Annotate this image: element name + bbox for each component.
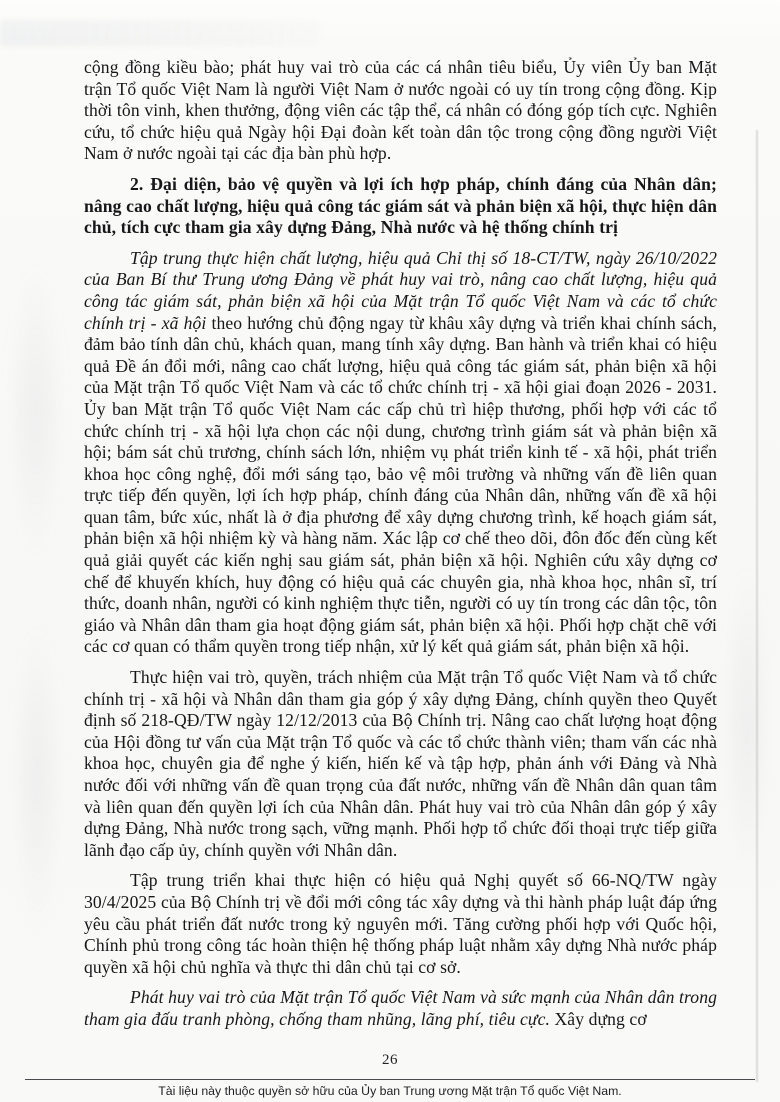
section-heading-text: 2. Đại diện, bảo vệ quyền và lợi ích hợp pháp, chính đáng của Nhân dân; nâng cao chất lượng, hiệu quả công tác giám sát và phản biện xã hội, thực hiện dân chủ, tích cực tham gia xây dựng Đảng, Nhà nước và hệ thống chính trị [84, 173, 717, 238]
paragraph-resolution-66 [84, 870, 717, 978]
paragraph-anti-corruption [84, 987, 717, 1030]
footer-divider [25, 1079, 755, 1080]
document-body [84, 57, 717, 1040]
paragraph-text: Thực hiện vai trò, quyền, trách nhiệm của Mặt trận Tổ quốc Việt Nam và tổ chức chính trị - xã hội và Nhân dân tham gia góp ý xây dựng Đảng, chính quyền theo Quyết định số 218-QĐ/TW ngày 12/12/2013 của Bộ Chính trị. Nâng cao chất lượng hoạt động của Hội đồng tư vấn của Mặt trận Tổ quốc và các tổ chức thành viên; tham vấn các nhà khoa học, chuyên gia để nghe ý kiến, hiến kế và tập hợp, phản ánh với Đảng và Nhà nước đối với những vấn đề quan trọng của đất nước, những vấn đề Nhân dân quan tâm và liên quan đến quyền lợi ích của Nhân dân. Phát huy vai trò của Nhân dân góp ý xây dựng Đảng, Nhà nước trong sạch, vững mạnh. Phối hợp tổ chức đối thoại trực tiếp giữa lãnh đạo cấp ủy, chính quyền với Nhân dân. [84, 667, 717, 860]
scan-artifact-top [0, 20, 320, 46]
paragraph-text-italic: Phát huy vai trò của Mặt trận Tổ quốc Việt Nam và sức mạnh của Nhân dân trong tham gia đấu tranh phòng, chống tham nhũng, lãng phí, tiêu cực. [84, 987, 717, 1029]
page-number: 26 [382, 1052, 398, 1068]
paragraph-decision-218 [84, 667, 717, 861]
paragraph-text: Xây dựng cơ [549, 1008, 647, 1029]
paragraph-text: cộng đồng kiều bào; phát huy vai trò của các cá nhân tiêu biểu, Ủy viên Ủy ban Mặt trận Tổ quốc Việt Nam là người Việt Nam ở nước ngoài có uy tín trong cộng đồng. Kịp thời tôn vinh, khen thưởng, động viên các tập thể, cá nhân có đóng góp tích cực. Nghiên cứu, tổ chức hiệu quả Ngày hội Đại đoàn kết toàn dân tộc trong cộng đồng người Việt Nam ở nước ngoài tại các địa bàn phù hợp. [84, 57, 717, 164]
bleed-through-artifact [10, 620, 65, 940]
paragraph-text: Tập trung triển khai thực hiện có hiệu quả Nghị quyết số 66-NQ/TW ngày 30/4/2025 của Bộ Chính trị về đổi mới công tác xây dựng và thi hành pháp luật đáp ứng yêu cầu phát triển đất nước trong kỷ nguyên mới. Tăng cường phối hợp với Quốc hội, Chính phủ trong công tác hoàn thiện hệ thống pháp luật nhằm xây dựng Nhà nước pháp quyền xã hội chủ nghĩa và thực thi dân chủ tại cơ sở. [84, 870, 717, 977]
paragraph-text-italic: Tập trung thực hiện chất lượng, hiệu quả Chỉ thị số 18-CT/TW, ngày 26/10/2022 của Ban Bí thư Trung ương Đảng về phát huy vai trò, nâng cao chất lượng, hiệu quả công tác giám sát, phản biện xã hội của Mặt trận Tổ quốc Việt Nam và các tổ chức chính trị - xã hội [84, 247, 717, 333]
paragraph-text: theo hướng chủ động ngay từ khâu xây dựng và triển khai chính sách, đảm bảo tính dân chủ, khách quan, mang tính xây dựng. Ban hành và triển khai có hiệu quả Đề án đổi mới, nâng cao chất lượng, hiệu quả công tác giám sát, phản biện xã hội của Mặt trận Tổ quốc Việt Nam và các tổ chức chính trị - xã hội giai đoạn 2026 - 2031. Ủy ban Mặt trận Tổ quốc Việt Nam các cấp chủ trì hiệp thương, phối hợp với các tổ chức chính trị - xã hội lựa chọn các nội dung, chương trình giám sát và phản biện xã hội; bám sát chủ trương, chính sách lớn, nhiệm vụ phát triển kinh tế - xã hội, phát triển khoa học công nghệ, đổi mới sáng tạo, bảo vệ môi trường và những vấn đề liên quan trực tiếp đến quyền, lợi ích hợp pháp, chính đáng của Nhân dân, những vấn đề xã hội quan tâm, bức xúc, nhất là ở địa phương để xây dựng chương trình, kế hoạch giám sát, phản biện xã hội nhiệm kỳ và hàng năm. Xác lập cơ chế theo dõi, đôn đốc đến cùng kết quả giải quyết các kiến nghị sau giám sát, phản biện xã hội. Nghiên cứu xây dựng cơ chế để khuyến khích, huy động có hiệu quả các chuyên gia, nhà khoa học, nhân sĩ, trí thức, doanh nhân, người có kinh nghiệm thực tiễn, người có uy tín trong các dân tộc, tôn giáo và Nhân dân tham gia hoạt động giám sát, phản biện xã hội. Phối hợp chặt chẽ với các cơ quan có thẩm quyền trong tiếp nhận, xử lý kết quả giám sát, phản biện xã hội. [84, 312, 717, 657]
paragraph-directive-18 [84, 248, 717, 658]
bleed-through-artifact [722, 560, 772, 890]
bleed-through-artifact [6, 260, 66, 560]
paragraph-overseas-community [84, 57, 717, 165]
section-heading-2 [84, 174, 717, 239]
footer-ownership-note: Tài liệu này thuộc quyền sở hữu của Ủy ban Trung ương Mặt trận Tổ quốc Việt Nam. [158, 1084, 622, 1098]
page-edge-shadow [756, 130, 758, 1082]
